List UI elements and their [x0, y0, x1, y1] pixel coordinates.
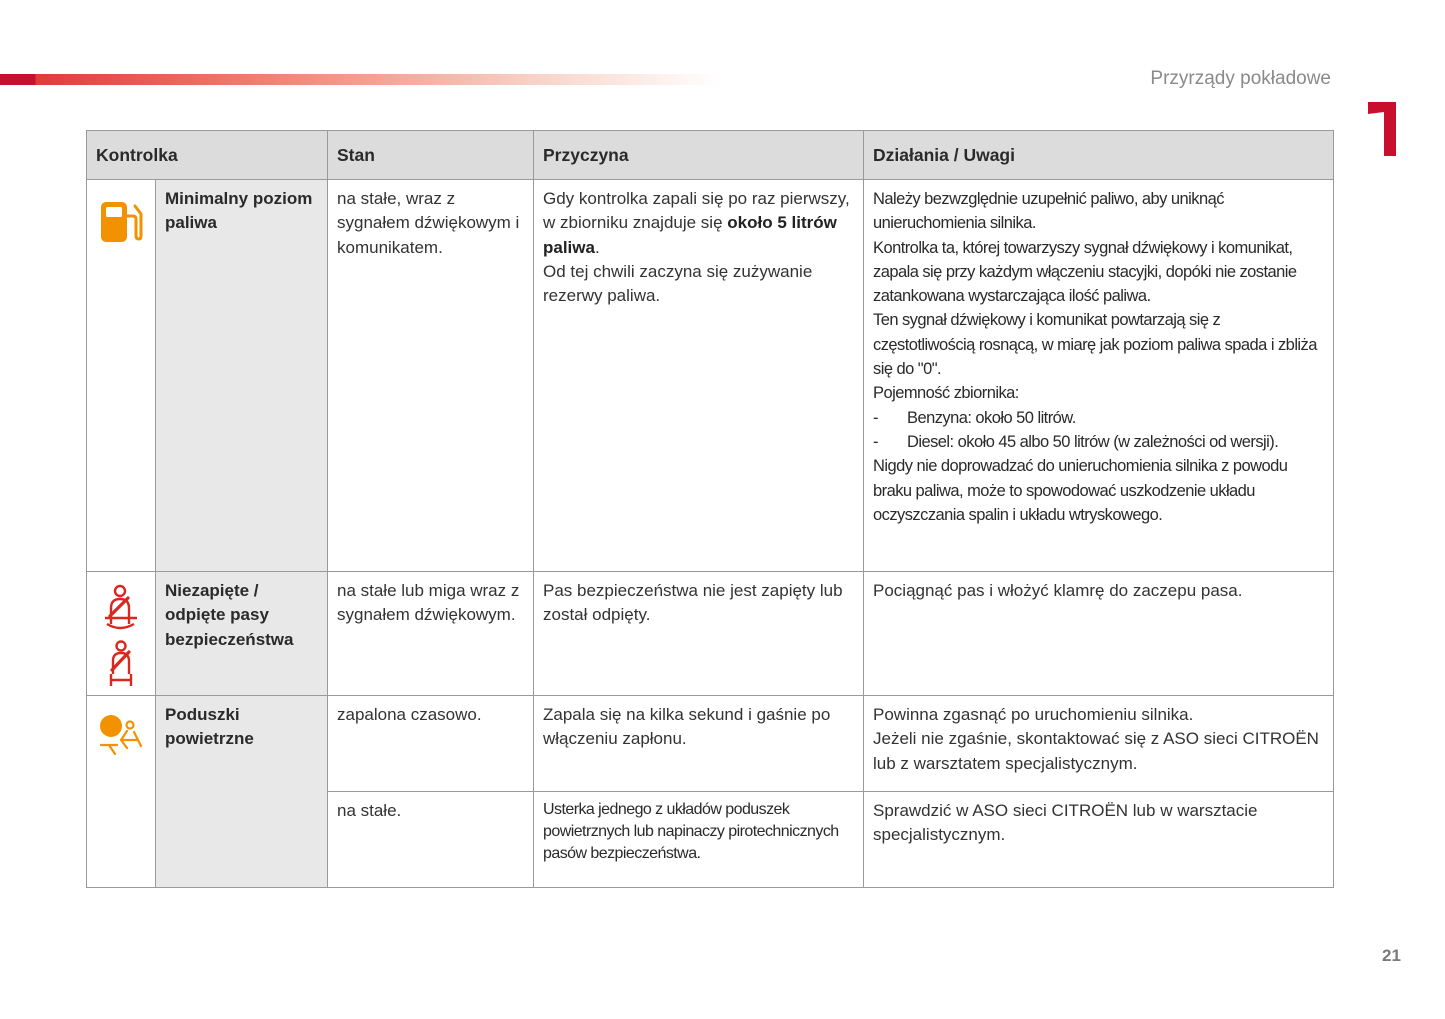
list-dash: - — [873, 432, 878, 451]
header-indicator: Kontrolka — [87, 131, 328, 180]
table-header-row — [87, 131, 1334, 180]
cause-highlight: około 5 litrów paliwa — [543, 213, 837, 257]
icon-cell — [87, 696, 156, 888]
indicator-name: Minimalny poziom paliwa — [156, 180, 328, 572]
indicator-name: Poduszki powietrzne — [156, 696, 328, 888]
header-actions: Działania / Uwagi — [864, 131, 1334, 180]
seatbelt-rear-icon — [104, 640, 138, 688]
action-paragraph: Należy bezwzględnie uzupełnić paliwo, aby uniknąć unieruchomienia silnika. — [873, 190, 1224, 233]
cause-text: Gdy kontrolka zapali się po raz pierwszy, w zbiorniku znajduje się — [543, 189, 850, 233]
table-row — [87, 180, 1334, 572]
table-row — [87, 572, 1334, 696]
header-accent-bar — [0, 74, 720, 85]
page-number: 21 — [1382, 946, 1401, 965]
icon-cell — [87, 572, 156, 696]
cause-cell: Zapala się na kilka sekund i gaśnie po włączeniu zapłonu. — [534, 696, 864, 792]
actions-cell: Pociągnąć pas i włożyć klamrę do zaczepu pasa. — [864, 572, 1334, 696]
header-state: Stan — [328, 131, 534, 180]
header-cause: Przyczyna — [534, 131, 864, 180]
actions-cell — [864, 180, 1334, 572]
warning-lights-table — [86, 130, 1334, 888]
cause-cell — [534, 180, 864, 572]
action-paragraph: Nigdy nie doprowadzać do unieruchomienia silnika z powodu braku paliwa, może to spowodować uszkodzenie układu oczyszczania spalin i układu wtryskowego. — [873, 457, 1288, 524]
airbag-icon — [97, 712, 145, 756]
chapter-number — [1366, 100, 1400, 158]
cause-text-2: Od tej chwili zaczyna się zużywanie rezerwy paliwa. — [543, 261, 813, 306]
actions-cell — [864, 696, 1334, 792]
list-item — [873, 406, 1324, 430]
icon-cell — [87, 180, 156, 572]
action-paragraph: Ten sygnał dźwiękowy i komunikat powtarzają się z częstotliwością rosnącą, w miarę jak poziom paliwa spada i zbliża się do "0". — [873, 311, 1317, 379]
state-cell: na stałe, wraz z sygnałem dźwiękowym i komunikatem. — [328, 180, 534, 572]
seatbelt-front-icon — [101, 584, 141, 632]
cause-cell: Usterka jednego z układów poduszek powietrznych lub napinaczy pirotechnicznych pasów bezpieczeństwa. — [534, 792, 864, 888]
section-title: Przyrządy pokładowe — [1150, 68, 1331, 89]
actions-cell: Sprawdzić w ASO sieci CITROËN lub w warsztacie specjalistycznym. — [864, 792, 1334, 888]
action-paragraph: Powinna zgasnąć po uruchomieniu silnika. — [873, 705, 1194, 724]
indicator-name: Niezapięte / odpięte pasy bezpieczeństwa — [156, 572, 328, 696]
state-cell: na stałe lub miga wraz z sygnałem dźwiękowym. — [328, 572, 534, 696]
cause-text-end: . — [594, 237, 600, 257]
list-dash: - — [873, 408, 878, 427]
action-paragraph: Kontrolka ta, której towarzyszy sygnał dźwiękowy i komunikat, zapala się przy każdym włączeniu stacyjki, dopóki nie zostanie zatankowana wystarczająca ilość paliwa. — [873, 238, 1297, 306]
fuel-pump-icon — [97, 196, 145, 248]
state-cell: zapalona czasowo. — [328, 696, 534, 792]
list-item — [873, 430, 1324, 454]
list-item-text: Benzyna: około 50 litrów. — [907, 408, 1076, 427]
state-cell: na stałe. — [328, 792, 534, 888]
action-paragraph: Jeżeli nie zgaśnie, skontaktować się z ASO sieci CITROËN lub z warsztatem specjalistycznym. — [873, 729, 1319, 773]
cause-cell: Pas bezpieczeństwa nie jest zapięty lub został odpięty. — [534, 572, 864, 696]
action-paragraph: Pojemność zbiornika: — [873, 384, 1019, 403]
table-row — [87, 696, 1334, 792]
list-item-text: Diesel: około 45 albo 50 litrów (w zależności od wersji). — [907, 432, 1279, 451]
